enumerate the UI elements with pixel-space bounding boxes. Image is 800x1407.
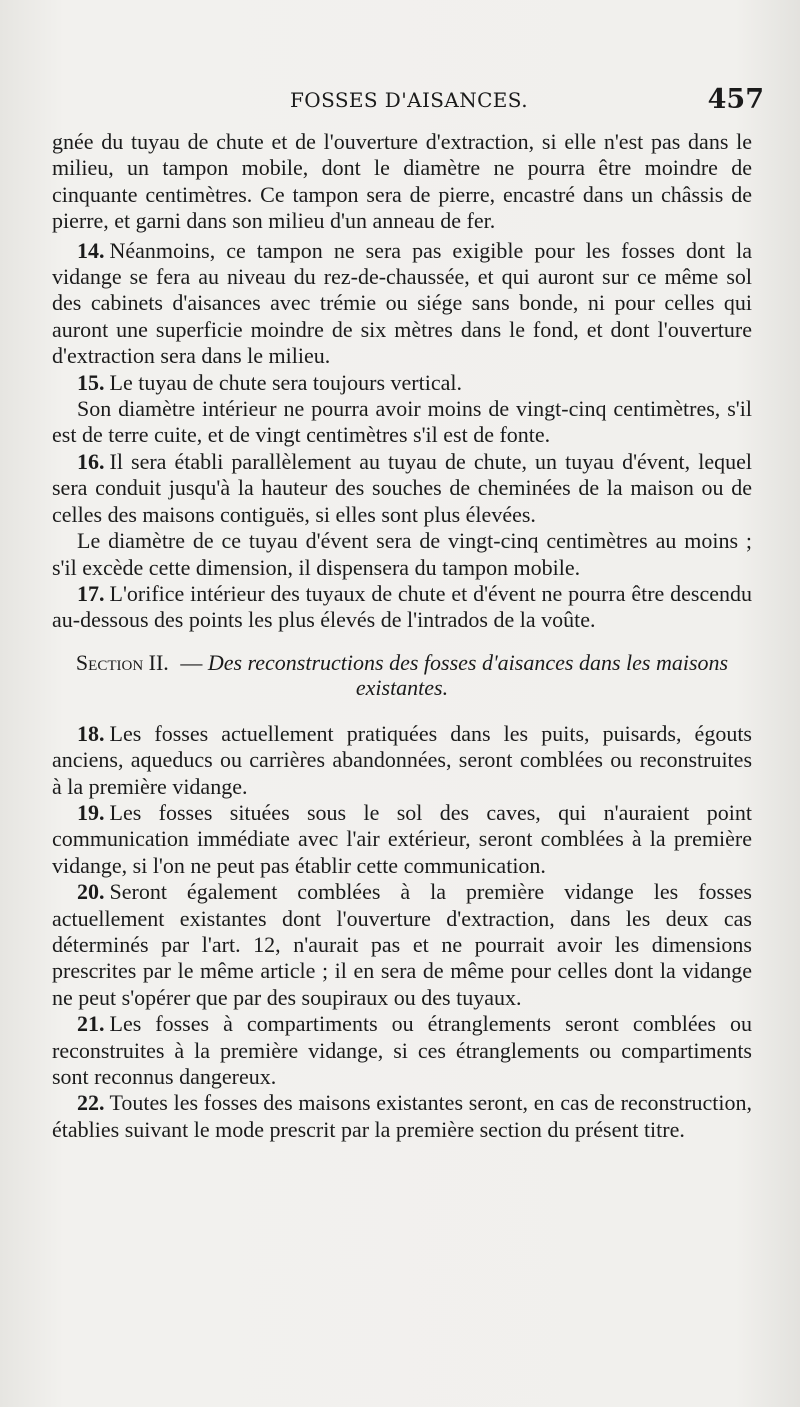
paragraph-text: Son diamètre intérieur ne pourra avoir moins de vingt-cinq centimètres, s'il est de terre cuite, et de vingt centimètres s'il est de fonte. [52,396,752,448]
article-17 [52,581,752,634]
body-text [52,129,752,1143]
paragraph-text: Le diamètre de ce tuyau d'évent sera de vingt-cinq centimètres au moins ; s'il excède cette dimension, il dispensera du tampon mobile. [52,528,752,580]
article-number: 16. [77,448,105,474]
section-heading [52,650,752,700]
page-number: 457 [707,84,764,115]
section-dash: — [180,649,203,675]
article-number: 19. [77,799,105,825]
article-22 [52,1090,752,1143]
running-head: FOSSES D'AISANCES. [290,88,528,112]
article-18 [52,721,752,800]
article-number: 14. [77,237,105,263]
section-label: Section II. [75,649,169,675]
article-text: Les fosses situées sous le sol des caves, qui n'auraient point communication immédiate avec l'air extérieur, seront comblées à la première vidange, si l'on ne peut pas établir cette communication. [52,799,752,878]
paragraph [52,396,752,449]
article-text: Toutes les fosses des maisons existantes seront, en cas de reconstruction, établies suivant le mode prescrit par la première section du présent titre. [52,1090,752,1142]
page-header [52,84,764,118]
section-title: Des reconstructions des fosses d'aisances dans les maisons existantes. [207,649,729,700]
article-20 [52,879,752,1011]
article-text: Les fosses actuellement pratiquées dans les puits, puisards, égouts anciens, aqueducs ou carrières abandonnées, seront comblées ou reconstruites à la première vidange. [52,720,752,799]
article-number: 15. [77,369,105,395]
article-19 [52,800,752,879]
article-number: 17. [77,580,105,606]
article-15 [52,370,752,396]
article-16 [52,449,752,528]
article-text: Il sera établi parallèlement au tuyau de chute, un tuyau d'évent, lequel sera conduit jusqu'à la hauteur des souches de cheminées de la maison ou de celles des maisons contiguës, si elles sont plus élevées. [52,448,752,527]
article-14 [52,238,752,370]
article-text: Seront également comblées à la première vidange les fosses actuellement existantes dont l'ouverture d'extraction, dans les deux cas déterminés par l'art. 12, n'aurait pas et ne pourrait avoir les dimensions prescrites par le même article ; il en sera de même pour celles dont la vidange ne peut s'opérer que par des soupiraux ou des tuyaux. [52,879,752,1010]
paragraph [52,528,752,581]
paragraph-continued [52,129,752,235]
article-number: 18. [77,720,105,746]
article-text: Les fosses à compartiments ou étranglements seront comblées ou reconstruites à la première vidange, si ces étranglements ou compartiments sont reconnus dangereux. [52,1011,752,1089]
article-21 [52,1011,752,1090]
article-number: 22. [77,1090,105,1116]
article-number: 21. [77,1011,105,1037]
article-text: Le tuyau de chute sera toujours vertical. [109,369,462,395]
paragraph-text: gnée du tuyau de chute et de l'ouverture d'extraction, si elle n'est pas dans le milieu, un tampon mobile, dont le diamètre ne pourra être moindre de cinquante centimètres. Ce tampon sera de pierre, encastré dans un châssis de pierre, et garni dans son milieu d'un anneau de fer. [52,129,752,234]
article-number: 20. [77,879,105,905]
article-text: L'orifice intérieur des tuyaux de chute et d'évent ne pourra être descendu au-dessous des points les plus élevés de l'intrados de la voûte. [52,580,752,633]
article-text: Néanmoins, ce tampon ne sera pas exigible pour les fosses dont la vidange se fera au niveau du rez-de-chaussée, et qui auront sur ce même sol des cabinets d'aisances avec trémie ou siége sans bonde, ni pour celles qui auront une superficie moindre de six mètres dans le fond, et dont l'ouverture d'extraction sera dans le milieu. [52,237,752,369]
